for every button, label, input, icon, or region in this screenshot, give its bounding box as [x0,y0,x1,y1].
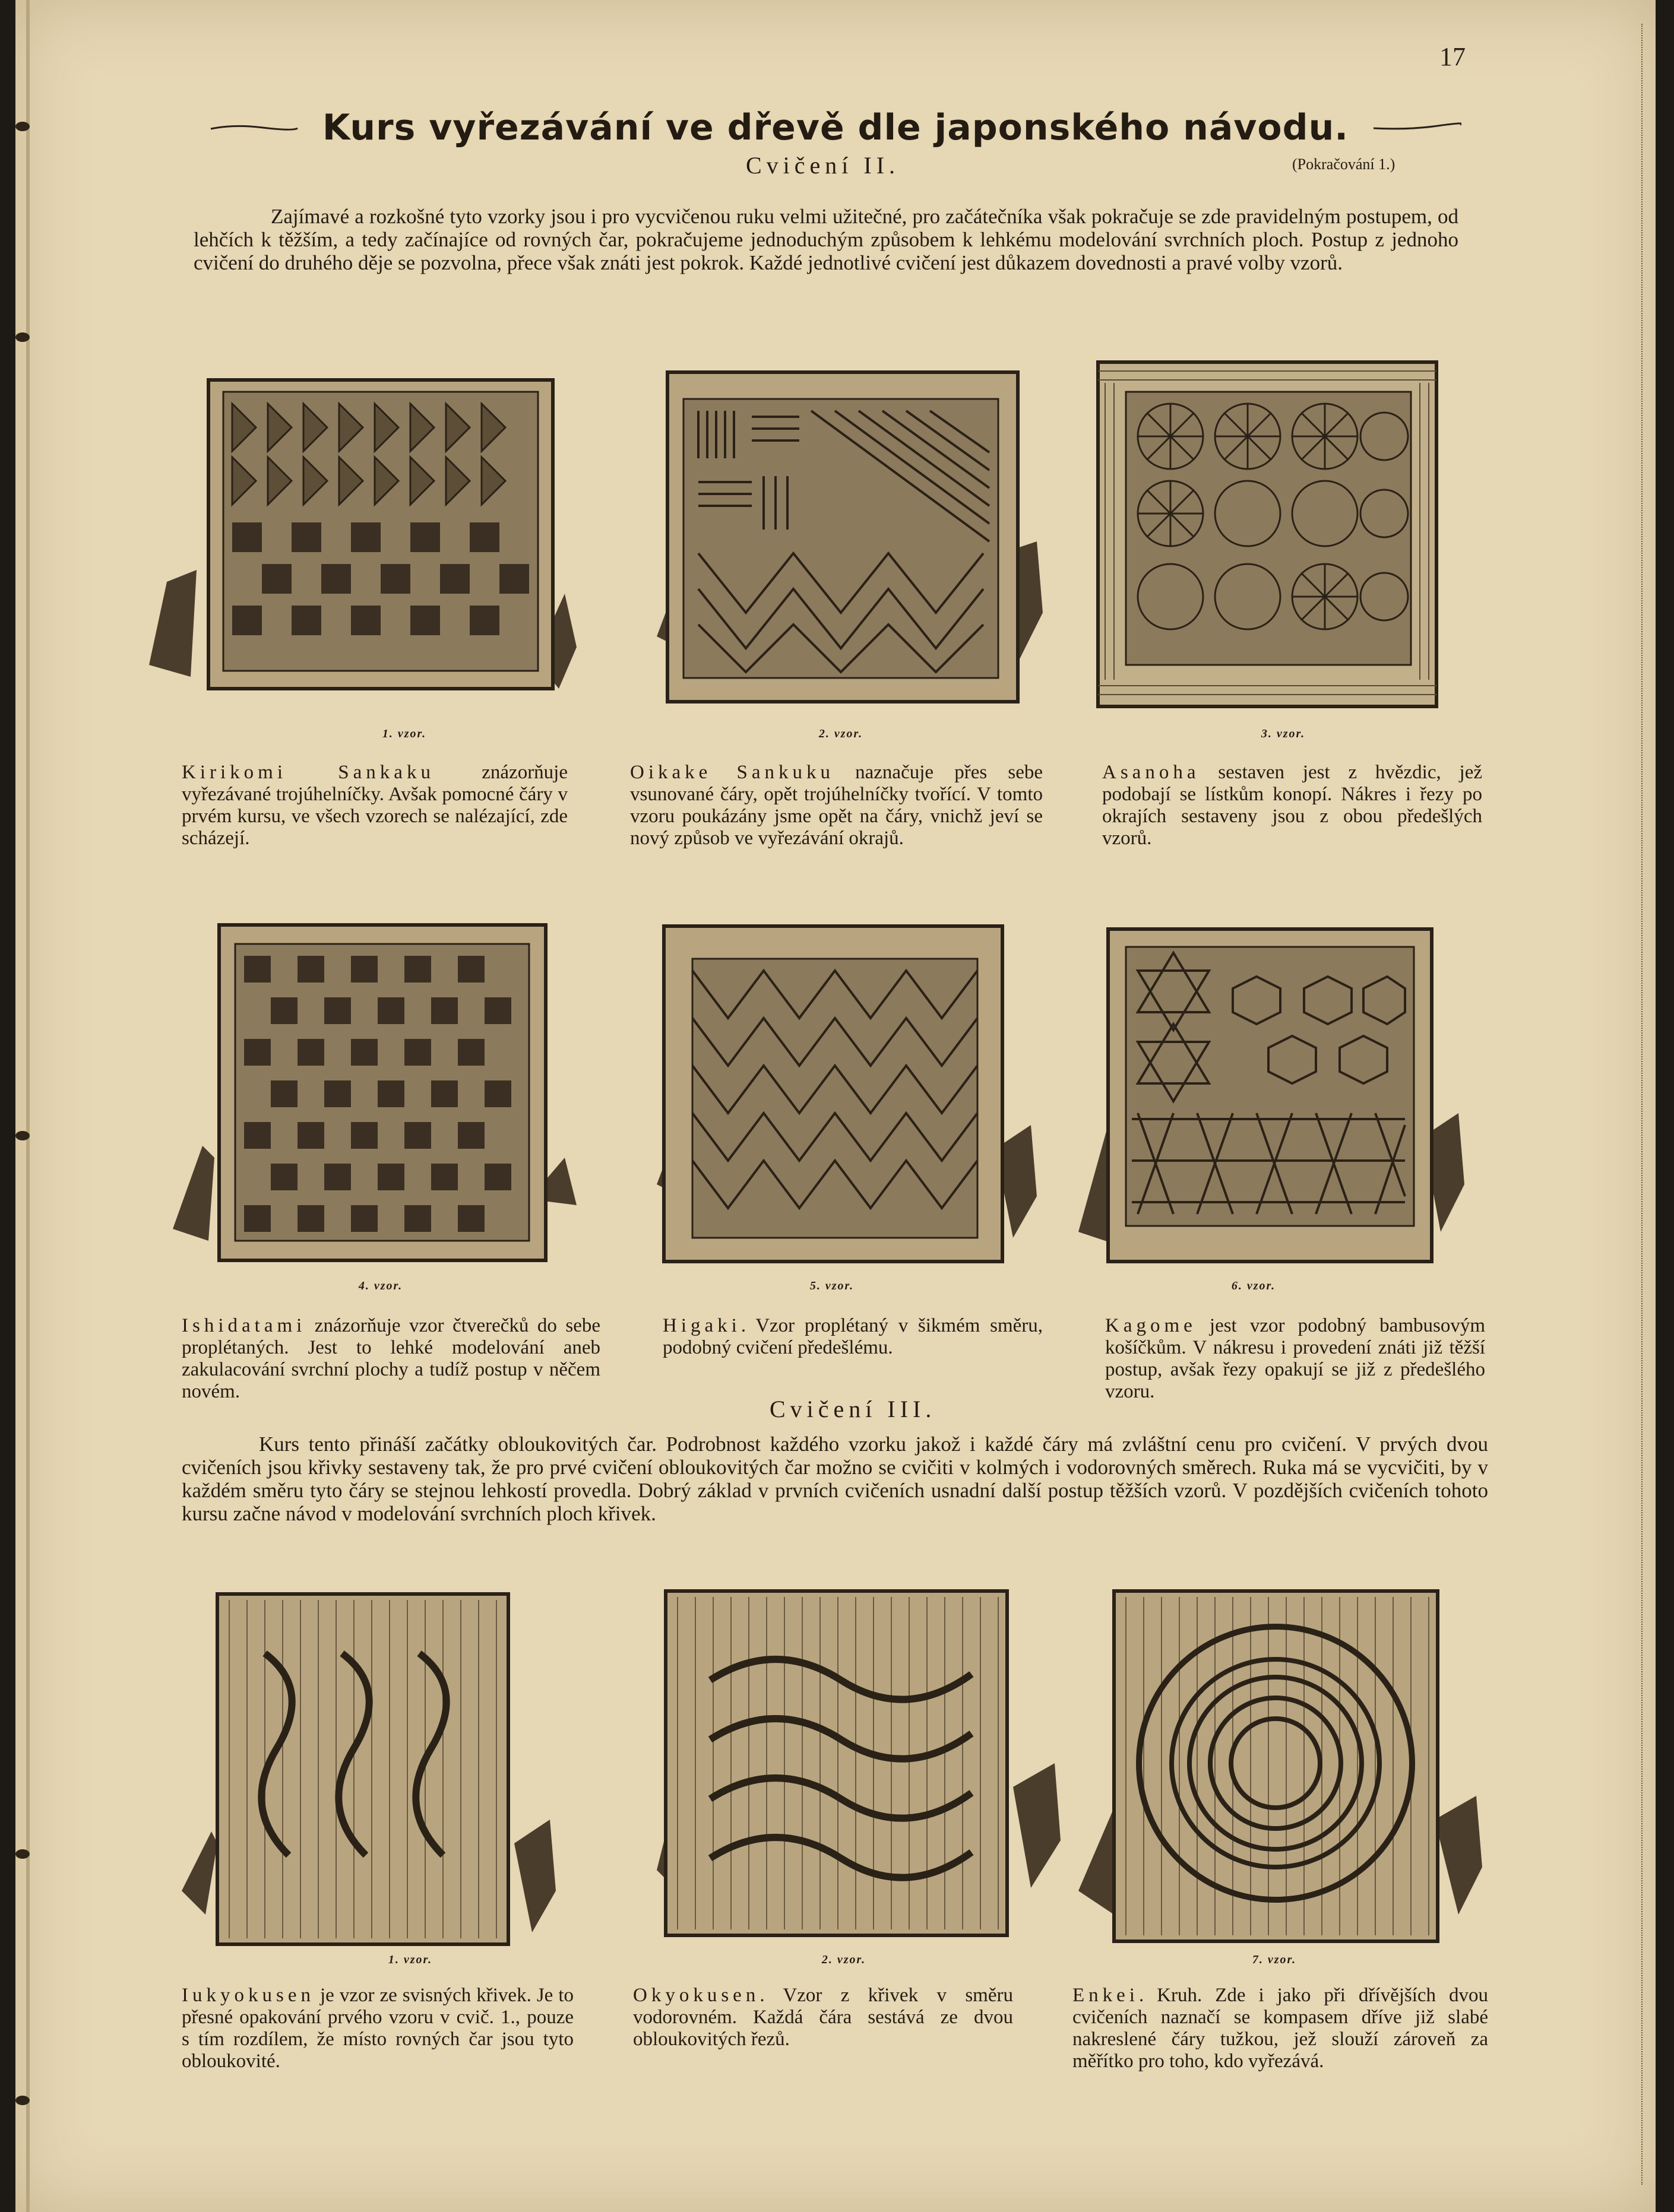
caption-7 [182,1985,574,2072]
figure-label: 2. vzor. [818,727,863,740]
figure-label: 1. vzor. [382,727,427,740]
figure-label: 2. vzor. [821,1953,866,1966]
pattern-name: Enkei [1072,1985,1139,2006]
figure-okyokusen [657,1585,1061,1941]
section-heading-cviceni-2: Cvičení II. [746,152,900,179]
page-edge [1641,24,1645,2185]
figure-asanoha [1087,359,1467,715]
intro-paragraph-1: Zajímavé a rozkošné tyto vzorky jsou i pro vycvičenou ruku velmi užitečné, pro začátečníka však pokračuje se zde pravidelným postupem, od lehčích k těžším, a tedy začínajíce od rovných čar, pokračujeme jednoduchým způsobem k lehkému modelování svrchních ploch. Postup z jednoho cvičení do druhého děje se pozvolna, přece však znáti jest pokrok. Každé jednotlivé cvičení jest důkazem dovednosti a pravé volby vzorů. [194,205,1458,274]
caption-1 [182,762,568,850]
pattern-description: znázorňuje vzor čtverečků do sebe proplétaných. Jest to lehké modelování aneb zakulacování svrchní plochy a tudíž postup v něčem novém. [182,1315,600,1402]
continuation-note: (Pokračování 1.) [1292,156,1395,173]
page-title: Kurs vyřezávání ve dřevě dle japonského návodu. [322,107,1349,148]
figure-label: 6. vzor. [1231,1279,1276,1292]
pattern-name: Kagome [1105,1315,1197,1336]
pattern-name: Asanoha [1102,762,1200,783]
caption-5 [663,1315,1043,1359]
intro-paragraph-2: Kurs tento přináší začátky obloukovitých čar. Podrobnost každého vzorku jakož i každé čáry má zvláštní cenu pro cvičení. V prvých dvou cvičeních jsou křivky sestaveny tak, že pro prvé cvičení obloukovitých čar možno se cvičiti v kolmých i vodorovných směrech. Ruka má se vycvičiti, by v každém směru tyto čáry se stejnou lehkostí provedla. Dobrý základ v prvních cvičeních usnadní další postup těžších vzorů. V pozdějších cvičeních tohoto kursu začne návod v modelování svrchních ploch křivek. [182,1433,1488,1525]
figure-label: 7. vzor. [1252,1953,1297,1966]
caption-3 [1102,762,1482,850]
caption-2 [630,762,1043,850]
figure-kirikomi-sankaku [149,368,577,701]
figure-label: 4. vzor. [358,1279,403,1292]
figure-iukyokusen [158,1582,574,1956]
left-swash-ornament [210,121,299,135]
figure-label: 1. vzor. [388,1953,433,1966]
caption-8 [633,1985,1013,2051]
pattern-description: . Vzor z křivek v směru vodorovném. Každá čára sestává ze dvou obloukovitých řezů. [633,1985,1013,2050]
caption-6 [1105,1315,1485,1403]
pattern-description: naznačuje přes sebe vsunované čáry, opět trojúhelníčky tvořící. V tomto vzoru poukázány jsme opět na čáry, vnichž jeví se nový způsob ve vyřezávání okrajů. [630,762,1043,849]
pattern-name: Kirikomi Sankaku [182,762,435,783]
page [15,0,1656,2212]
margin-dot [15,1131,30,1140]
right-swash-ornament [1372,121,1461,135]
margin-dot [15,1849,30,1859]
margin-dot [15,332,30,342]
figure-label: 3. vzor. [1261,727,1306,740]
section-heading-cviceni-3: Cvičení III. [770,1396,936,1422]
figure-ishidatami [149,920,577,1265]
pattern-name: Okyokusen [633,1985,760,2006]
figure-higaki [657,923,1043,1267]
figure-kagome [1078,923,1464,1267]
pattern-description: . Vzor proplétaný v šikmém směru, podobný cvičení předešlému. [663,1315,1043,1358]
caption-9 [1072,1985,1488,2072]
figure-oikake-sankuku [657,363,1043,714]
pattern-description: je vzor ze svisných křivek. Je to přesné opakování prvého vzoru v cvič. 1., pouze s tím rozdílem, že místo rovných čar jsou tyto obloukovité. [182,1985,574,2072]
binding-line [26,0,30,2212]
title-row [15,101,1656,154]
caption-4 [182,1315,600,1403]
pattern-description: . Kruh. Zde i jako při dřívějších dvou cvičeních naznačí se kompasem dříve již slabé nakreslené čáry tužkou, jež slouží zároveň za měřítko pro toho, kdo vyřezává. [1072,1985,1488,2072]
pattern-description: jest vzor podobný bambusovým košíčkům. V nákresu i provedení znáti již těžší postup, avšak řezy opakují se již z předešlého vzoru. [1105,1315,1485,1402]
pattern-description: sestaven jest z hvězdic, jež podobají se lístkům konopí. Nákres i řezy po okrajích sestaveny jsou z obou předešlých vzorů. [1102,762,1482,849]
pattern-name: Higaki [663,1315,741,1336]
page-number: 17 [1439,42,1466,71]
pattern-name: Oikake Sankuku [630,762,834,783]
margin-dot [15,2096,30,2105]
figure-label: 5. vzor. [809,1279,855,1292]
pattern-name: Ishidatami [182,1315,306,1336]
pattern-description: znázorňuje vyřezávané trojúhelníčky. Avšak pomocné čáry v prvém kursu, ve všech vzorech se nalézající, zde scházejí. [182,762,568,849]
pattern-name: Iukyokusen [182,1985,315,2006]
figure-enkei [1078,1582,1482,1950]
